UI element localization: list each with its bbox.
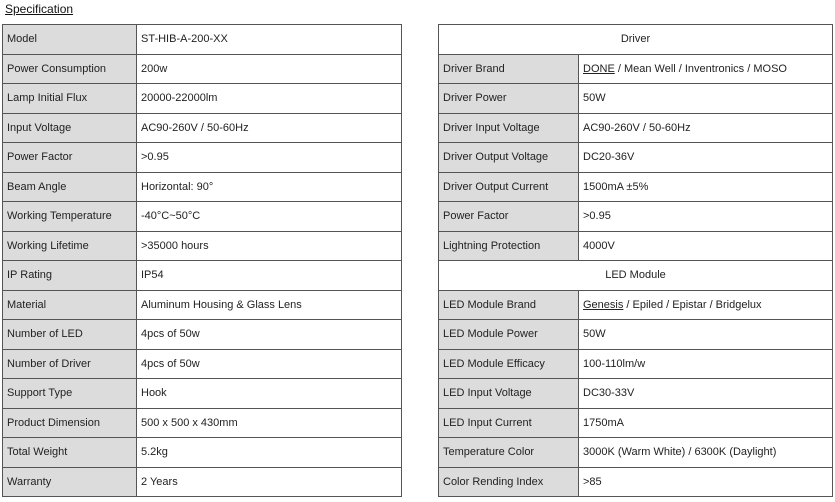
row-value: >85: [579, 467, 833, 497]
table-row: [3, 379, 402, 409]
table-row: [3, 25, 402, 55]
row-label: Product Dimension: [3, 408, 137, 438]
led-brand-options: / Epiled / Epistar / Bridgelux: [623, 298, 762, 311]
led-brand-row: [439, 290, 833, 320]
table-row: [439, 320, 833, 350]
driver-brand-selected: DONE: [583, 62, 615, 75]
table-row: [439, 231, 833, 261]
row-value: DC20-36V: [579, 143, 833, 173]
driver-section-header: [439, 25, 833, 55]
row-value: 5.2kg: [137, 438, 402, 468]
row-label: Total Weight: [3, 438, 137, 468]
driver-brand-row: [439, 54, 833, 84]
row-label: Warranty: [3, 467, 137, 497]
table-row: [3, 290, 402, 320]
led-brand-label: LED Module Brand: [439, 290, 579, 320]
row-label: Number of LED: [3, 320, 137, 350]
table-row: [3, 261, 402, 291]
row-value: ST-HIB-A-200-XX: [137, 25, 402, 55]
row-label: Number of Driver: [3, 349, 137, 379]
row-value: 500 x 500 x 430mm: [137, 408, 402, 438]
table-row: [3, 320, 402, 350]
row-label: IP Rating: [3, 261, 137, 291]
driver-brand-value: [579, 54, 833, 84]
table-row: [3, 231, 402, 261]
row-value: AC90-260V / 50-60Hz: [579, 113, 833, 143]
table-row: [3, 84, 402, 114]
table-row: [3, 143, 402, 173]
table-row: [439, 438, 833, 468]
row-label: Model: [3, 25, 137, 55]
table-row: [439, 202, 833, 232]
row-label: Material: [3, 290, 137, 320]
row-value: AC90-260V / 50-60Hz: [137, 113, 402, 143]
row-value: 1500mA ±5%: [579, 172, 833, 202]
table-row: [439, 143, 833, 173]
row-label: Driver Input Voltage: [439, 113, 579, 143]
row-value: 200w: [137, 54, 402, 84]
row-value: Aluminum Housing & Glass Lens: [137, 290, 402, 320]
table-row: [3, 113, 402, 143]
row-value: 2 Years: [137, 467, 402, 497]
row-value: Horizontal: 90°: [137, 172, 402, 202]
row-value: IP54: [137, 261, 402, 291]
row-label: Support Type: [3, 379, 137, 409]
spec-table: [2, 24, 402, 497]
row-label: LED Input Current: [439, 408, 579, 438]
row-label: Driver Power: [439, 84, 579, 114]
table-row: [439, 349, 833, 379]
led-section-title: LED Module: [439, 261, 833, 291]
led-section-header: [439, 261, 833, 291]
row-label: LED Input Voltage: [439, 379, 579, 409]
row-label: Working Temperature: [3, 202, 137, 232]
row-value: >35000 hours: [137, 231, 402, 261]
row-label: Driver Output Current: [439, 172, 579, 202]
row-value: 100-110lm/w: [579, 349, 833, 379]
table-row: [3, 438, 402, 468]
driver-led-table: [438, 24, 833, 497]
row-label: Driver Output Voltage: [439, 143, 579, 173]
row-label: Input Voltage: [3, 113, 137, 143]
row-value: >0.95: [579, 202, 833, 232]
row-value: >0.95: [137, 143, 402, 173]
table-row: [439, 379, 833, 409]
row-label: Working Lifetime: [3, 231, 137, 261]
row-value: 4pcs of 50w: [137, 349, 402, 379]
row-value: 50W: [579, 84, 833, 114]
driver-section-title: Driver: [439, 25, 833, 55]
row-label: Color Rending Index: [439, 467, 579, 497]
row-label: Power Factor: [3, 143, 137, 173]
table-row: [3, 172, 402, 202]
table-row: [3, 54, 402, 84]
row-label: Lamp Initial Flux: [3, 84, 137, 114]
table-row: [3, 349, 402, 379]
table-row: [3, 202, 402, 232]
row-label: LED Module Efficacy: [439, 349, 579, 379]
table-row: [439, 408, 833, 438]
row-value: DC30-33V: [579, 379, 833, 409]
row-label: Power Factor: [439, 202, 579, 232]
table-row: [439, 84, 833, 114]
row-value: 20000-22000lm: [137, 84, 402, 114]
row-value: 4pcs of 50w: [137, 320, 402, 350]
led-brand-selected: Genesis: [583, 298, 624, 311]
row-value: 1750mA: [579, 408, 833, 438]
row-value: 3000K (Warm White) / 6300K (Daylight): [579, 438, 833, 468]
row-label: Beam Angle: [3, 172, 137, 202]
table-row: [3, 408, 402, 438]
driver-brand-label: Driver Brand: [439, 54, 579, 84]
row-value: -40°C~50°C: [137, 202, 402, 232]
row-label: LED Module Power: [439, 320, 579, 350]
table-row: [439, 467, 833, 497]
row-label: Lightning Protection: [439, 231, 579, 261]
row-value: Hook: [137, 379, 402, 409]
row-value: 50W: [579, 320, 833, 350]
page-title: Specification: [5, 2, 74, 16]
table-row: [3, 467, 402, 497]
row-label: Power Consumption: [3, 54, 137, 84]
driver-brand-options: / Mean Well / Inventronics / MOSO: [614, 62, 787, 75]
led-brand-value: [579, 290, 833, 320]
row-value: 4000V: [579, 231, 833, 261]
row-label: Temperature Color: [439, 438, 579, 468]
table-row: [439, 113, 833, 143]
table-row: [439, 172, 833, 202]
